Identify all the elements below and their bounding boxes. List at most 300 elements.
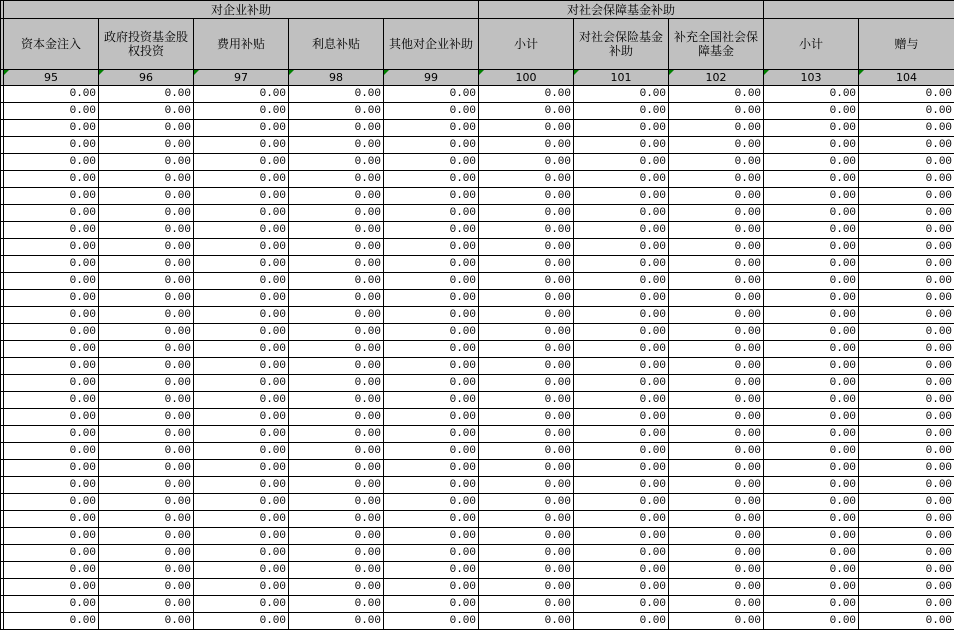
header-group-enterprise-subsidy[interactable]: 对企业补助 — [4, 1, 479, 19]
data-cell[interactable]: 0.00 — [194, 273, 289, 290]
data-cell[interactable]: 0.00 — [669, 511, 764, 528]
data-cell[interactable]: 0.00 — [384, 188, 479, 205]
data-cell[interactable]: 0.00 — [764, 613, 859, 630]
data-cell[interactable]: 0.00 — [859, 239, 954, 256]
data-cell[interactable]: 0.00 — [99, 545, 194, 562]
column-header[interactable]: 对社会保险基金补助 — [574, 19, 669, 70]
data-cell[interactable]: 0.00 — [859, 222, 954, 239]
data-cell[interactable]: 0.00 — [574, 460, 669, 477]
data-cell[interactable]: 0.00 — [4, 375, 99, 392]
data-cell[interactable]: 0.00 — [384, 426, 479, 443]
data-cell[interactable]: 0.00 — [289, 528, 384, 545]
data-cell[interactable]: 0.00 — [859, 528, 954, 545]
data-cell[interactable]: 0.00 — [574, 86, 669, 103]
column-code[interactable] — [384, 70, 479, 86]
data-cell[interactable]: 0.00 — [99, 579, 194, 596]
data-cell[interactable]: 0.00 — [764, 562, 859, 579]
column-code[interactable] — [669, 70, 764, 86]
data-cell[interactable]: 0.00 — [669, 239, 764, 256]
data-cell[interactable]: 0.00 — [289, 613, 384, 630]
data-cell[interactable]: 0.00 — [289, 375, 384, 392]
data-cell[interactable]: 0.00 — [384, 494, 479, 511]
data-cell[interactable]: 0.00 — [99, 392, 194, 409]
data-cell[interactable]: 0.00 — [574, 239, 669, 256]
data-cell[interactable]: 0.00 — [289, 103, 384, 120]
data-cell[interactable]: 0.00 — [574, 256, 669, 273]
data-cell[interactable]: 0.00 — [859, 290, 954, 307]
data-cell[interactable]: 0.00 — [764, 137, 859, 154]
data-cell[interactable]: 0.00 — [669, 443, 764, 460]
data-cell[interactable]: 0.00 — [384, 511, 479, 528]
data-cell[interactable]: 0.00 — [384, 528, 479, 545]
data-cell[interactable]: 0.00 — [384, 154, 479, 171]
data-cell[interactable]: 0.00 — [99, 103, 194, 120]
data-cell[interactable]: 0.00 — [669, 494, 764, 511]
data-cell[interactable]: 0.00 — [99, 426, 194, 443]
data-cell[interactable]: 0.00 — [99, 477, 194, 494]
data-cell[interactable]: 0.00 — [289, 154, 384, 171]
data-cell[interactable]: 0.00 — [194, 409, 289, 426]
data-cell[interactable]: 0.00 — [194, 596, 289, 613]
data-cell[interactable]: 0.00 — [574, 324, 669, 341]
data-cell[interactable]: 0.00 — [4, 188, 99, 205]
data-cell[interactable]: 0.00 — [574, 307, 669, 324]
data-cell[interactable]: 0.00 — [4, 596, 99, 613]
data-cell[interactable]: 0.00 — [574, 273, 669, 290]
data-cell[interactable]: 0.00 — [574, 409, 669, 426]
data-cell[interactable]: 0.00 — [384, 613, 479, 630]
data-cell[interactable]: 0.00 — [669, 409, 764, 426]
data-cell[interactable]: 0.00 — [669, 137, 764, 154]
data-cell[interactable]: 0.00 — [4, 545, 99, 562]
data-cell[interactable]: 0.00 — [384, 273, 479, 290]
data-cell[interactable]: 0.00 — [194, 239, 289, 256]
data-cell[interactable]: 0.00 — [194, 290, 289, 307]
data-cell[interactable]: 0.00 — [764, 477, 859, 494]
data-cell[interactable]: 0.00 — [574, 613, 669, 630]
data-cell[interactable]: 0.00 — [669, 256, 764, 273]
data-cell[interactable]: 0.00 — [479, 477, 574, 494]
data-cell[interactable]: 0.00 — [99, 613, 194, 630]
data-cell[interactable]: 0.00 — [479, 494, 574, 511]
data-cell[interactable]: 0.00 — [479, 273, 574, 290]
data-cell[interactable]: 0.00 — [99, 341, 194, 358]
data-cell[interactable]: 0.00 — [669, 86, 764, 103]
data-cell[interactable]: 0.00 — [99, 120, 194, 137]
data-cell[interactable]: 0.00 — [289, 188, 384, 205]
column-code[interactable] — [99, 70, 194, 86]
data-cell[interactable]: 0.00 — [859, 494, 954, 511]
data-cell[interactable]: 0.00 — [859, 307, 954, 324]
data-cell[interactable]: 0.00 — [479, 103, 574, 120]
data-cell[interactable]: 0.00 — [384, 341, 479, 358]
data-cell[interactable]: 0.00 — [764, 86, 859, 103]
data-cell[interactable]: 0.00 — [859, 613, 954, 630]
data-cell[interactable]: 0.00 — [764, 324, 859, 341]
data-cell[interactable]: 0.00 — [194, 392, 289, 409]
data-cell[interactable]: 0.00 — [384, 205, 479, 222]
data-cell[interactable]: 0.00 — [574, 426, 669, 443]
data-cell[interactable]: 0.00 — [764, 528, 859, 545]
data-cell[interactable]: 0.00 — [384, 443, 479, 460]
data-cell[interactable]: 0.00 — [194, 426, 289, 443]
data-cell[interactable]: 0.00 — [99, 188, 194, 205]
data-cell[interactable]: 0.00 — [479, 239, 574, 256]
data-cell[interactable]: 0.00 — [764, 256, 859, 273]
data-cell[interactable]: 0.00 — [194, 154, 289, 171]
data-cell[interactable]: 0.00 — [859, 426, 954, 443]
data-cell[interactable]: 0.00 — [574, 103, 669, 120]
data-cell[interactable]: 0.00 — [99, 86, 194, 103]
data-cell[interactable]: 0.00 — [574, 528, 669, 545]
data-cell[interactable]: 0.00 — [859, 358, 954, 375]
data-cell[interactable]: 0.00 — [574, 358, 669, 375]
data-cell[interactable]: 0.00 — [384, 460, 479, 477]
data-cell[interactable]: 0.00 — [574, 137, 669, 154]
data-cell[interactable]: 0.00 — [764, 511, 859, 528]
data-cell[interactable]: 0.00 — [384, 222, 479, 239]
data-cell[interactable]: 0.00 — [384, 545, 479, 562]
data-cell[interactable]: 0.00 — [574, 477, 669, 494]
data-cell[interactable]: 0.00 — [4, 120, 99, 137]
data-cell[interactable]: 0.00 — [384, 477, 479, 494]
data-cell[interactable]: 0.00 — [669, 477, 764, 494]
data-cell[interactable]: 0.00 — [99, 494, 194, 511]
data-cell[interactable]: 0.00 — [194, 613, 289, 630]
data-cell[interactable]: 0.00 — [4, 290, 99, 307]
data-cell[interactable]: 0.00 — [479, 222, 574, 239]
data-cell[interactable]: 0.00 — [194, 494, 289, 511]
data-cell[interactable]: 0.00 — [384, 375, 479, 392]
data-cell[interactable]: 0.00 — [289, 307, 384, 324]
data-cell[interactable]: 0.00 — [289, 477, 384, 494]
data-cell[interactable]: 0.00 — [669, 171, 764, 188]
data-cell[interactable]: 0.00 — [764, 392, 859, 409]
data-cell[interactable]: 0.00 — [4, 86, 99, 103]
column-code[interactable] — [764, 70, 859, 86]
data-cell[interactable]: 0.00 — [289, 443, 384, 460]
data-cell[interactable]: 0.00 — [479, 409, 574, 426]
data-cell[interactable]: 0.00 — [194, 545, 289, 562]
data-cell[interactable]: 0.00 — [859, 562, 954, 579]
data-cell[interactable]: 0.00 — [99, 409, 194, 426]
data-cell[interactable]: 0.00 — [99, 528, 194, 545]
data-cell[interactable]: 0.00 — [4, 460, 99, 477]
data-cell[interactable]: 0.00 — [289, 358, 384, 375]
data-cell[interactable]: 0.00 — [194, 120, 289, 137]
data-cell[interactable]: 0.00 — [669, 596, 764, 613]
data-cell[interactable]: 0.00 — [669, 528, 764, 545]
data-cell[interactable]: 0.00 — [859, 409, 954, 426]
data-cell[interactable]: 0.00 — [479, 171, 574, 188]
data-cell[interactable]: 0.00 — [4, 528, 99, 545]
data-cell[interactable]: 0.00 — [764, 120, 859, 137]
column-header[interactable]: 费用补贴 — [194, 19, 289, 70]
data-cell[interactable]: 0.00 — [4, 103, 99, 120]
data-cell[interactable]: 0.00 — [479, 375, 574, 392]
data-cell[interactable]: 0.00 — [479, 460, 574, 477]
data-cell[interactable]: 0.00 — [4, 443, 99, 460]
data-cell[interactable]: 0.00 — [764, 579, 859, 596]
data-cell[interactable]: 0.00 — [194, 528, 289, 545]
data-cell[interactable]: 0.00 — [764, 409, 859, 426]
data-cell[interactable]: 0.00 — [669, 375, 764, 392]
data-cell[interactable]: 0.00 — [764, 273, 859, 290]
data-cell[interactable]: 0.00 — [384, 596, 479, 613]
data-cell[interactable]: 0.00 — [574, 579, 669, 596]
data-cell[interactable]: 0.00 — [384, 579, 479, 596]
data-cell[interactable]: 0.00 — [479, 511, 574, 528]
column-code[interactable] — [574, 70, 669, 86]
data-cell[interactable]: 0.00 — [479, 188, 574, 205]
data-cell[interactable]: 0.00 — [669, 579, 764, 596]
data-cell[interactable]: 0.00 — [574, 341, 669, 358]
data-cell[interactable]: 0.00 — [384, 358, 479, 375]
data-cell[interactable]: 0.00 — [479, 358, 574, 375]
data-cell[interactable]: 0.00 — [574, 171, 669, 188]
data-cell[interactable]: 0.00 — [99, 171, 194, 188]
data-cell[interactable]: 0.00 — [99, 290, 194, 307]
data-cell[interactable]: 0.00 — [99, 375, 194, 392]
data-cell[interactable]: 0.00 — [194, 205, 289, 222]
data-cell[interactable]: 0.00 — [384, 239, 479, 256]
data-cell[interactable]: 0.00 — [194, 222, 289, 239]
data-cell[interactable]: 0.00 — [384, 409, 479, 426]
column-code[interactable] — [194, 70, 289, 86]
data-cell[interactable]: 0.00 — [4, 205, 99, 222]
data-cell[interactable]: 0.00 — [4, 511, 99, 528]
data-cell[interactable]: 0.00 — [859, 273, 954, 290]
data-cell[interactable]: 0.00 — [4, 239, 99, 256]
data-cell[interactable]: 0.00 — [574, 154, 669, 171]
data-cell[interactable]: 0.00 — [194, 460, 289, 477]
data-cell[interactable]: 0.00 — [859, 392, 954, 409]
data-cell[interactable]: 0.00 — [289, 239, 384, 256]
column-header[interactable]: 利息补贴 — [289, 19, 384, 70]
data-cell[interactable]: 0.00 — [859, 188, 954, 205]
data-cell[interactable]: 0.00 — [669, 460, 764, 477]
data-cell[interactable]: 0.00 — [384, 324, 479, 341]
data-cell[interactable]: 0.00 — [574, 290, 669, 307]
data-cell[interactable]: 0.00 — [669, 307, 764, 324]
data-cell[interactable]: 0.00 — [479, 137, 574, 154]
data-cell[interactable]: 0.00 — [669, 426, 764, 443]
data-cell[interactable]: 0.00 — [4, 154, 99, 171]
data-cell[interactable]: 0.00 — [859, 545, 954, 562]
data-cell[interactable]: 0.00 — [859, 86, 954, 103]
column-header[interactable]: 其他对企业补助 — [384, 19, 479, 70]
data-cell[interactable]: 0.00 — [669, 613, 764, 630]
data-cell[interactable]: 0.00 — [574, 494, 669, 511]
data-cell[interactable]: 0.00 — [764, 426, 859, 443]
data-cell[interactable]: 0.00 — [384, 392, 479, 409]
data-cell[interactable]: 0.00 — [289, 222, 384, 239]
data-cell[interactable]: 0.00 — [574, 205, 669, 222]
data-cell[interactable]: 0.00 — [4, 477, 99, 494]
data-cell[interactable]: 0.00 — [289, 562, 384, 579]
column-header[interactable]: 小计 — [479, 19, 574, 70]
column-header[interactable]: 补充全国社会保障基金 — [669, 19, 764, 70]
data-cell[interactable]: 0.00 — [99, 205, 194, 222]
data-cell[interactable]: 0.00 — [99, 511, 194, 528]
data-cell[interactable]: 0.00 — [859, 256, 954, 273]
data-cell[interactable]: 0.00 — [99, 443, 194, 460]
data-cell[interactable]: 0.00 — [479, 256, 574, 273]
data-cell[interactable]: 0.00 — [4, 171, 99, 188]
data-cell[interactable]: 0.00 — [669, 222, 764, 239]
column-header[interactable]: 小计 — [764, 19, 859, 70]
data-cell[interactable]: 0.00 — [764, 494, 859, 511]
data-cell[interactable]: 0.00 — [194, 562, 289, 579]
data-cell[interactable]: 0.00 — [384, 103, 479, 120]
column-code[interactable] — [859, 70, 954, 86]
data-cell[interactable]: 0.00 — [764, 103, 859, 120]
data-cell[interactable]: 0.00 — [384, 256, 479, 273]
data-cell[interactable]: 0.00 — [574, 562, 669, 579]
data-cell[interactable]: 0.00 — [289, 256, 384, 273]
data-cell[interactable]: 0.00 — [859, 137, 954, 154]
column-header[interactable]: 政府投资基金股权投资 — [99, 19, 194, 70]
data-cell[interactable]: 0.00 — [669, 324, 764, 341]
data-cell[interactable]: 0.00 — [4, 137, 99, 154]
data-cell[interactable]: 0.00 — [764, 239, 859, 256]
data-cell[interactable]: 0.00 — [574, 120, 669, 137]
data-cell[interactable]: 0.00 — [859, 171, 954, 188]
data-cell[interactable]: 0.00 — [289, 409, 384, 426]
data-cell[interactable]: 0.00 — [4, 392, 99, 409]
header-group-blank[interactable] — [764, 1, 954, 19]
data-cell[interactable]: 0.00 — [764, 341, 859, 358]
data-cell[interactable]: 0.00 — [289, 579, 384, 596]
data-cell[interactable]: 0.00 — [859, 341, 954, 358]
data-cell[interactable]: 0.00 — [479, 545, 574, 562]
data-cell[interactable]: 0.00 — [99, 324, 194, 341]
data-cell[interactable]: 0.00 — [859, 103, 954, 120]
data-cell[interactable]: 0.00 — [859, 596, 954, 613]
data-cell[interactable]: 0.00 — [99, 154, 194, 171]
data-cell[interactable]: 0.00 — [479, 205, 574, 222]
data-cell[interactable]: 0.00 — [669, 392, 764, 409]
data-cell[interactable]: 0.00 — [574, 188, 669, 205]
data-cell[interactable]: 0.00 — [194, 324, 289, 341]
data-cell[interactable]: 0.00 — [289, 596, 384, 613]
data-cell[interactable]: 0.00 — [764, 358, 859, 375]
data-cell[interactable]: 0.00 — [194, 188, 289, 205]
data-cell[interactable]: 0.00 — [4, 222, 99, 239]
data-cell[interactable]: 0.00 — [99, 273, 194, 290]
data-cell[interactable]: 0.00 — [479, 307, 574, 324]
data-cell[interactable]: 0.00 — [764, 205, 859, 222]
data-cell[interactable]: 0.00 — [574, 545, 669, 562]
data-cell[interactable]: 0.00 — [479, 86, 574, 103]
data-cell[interactable]: 0.00 — [764, 307, 859, 324]
data-cell[interactable]: 0.00 — [289, 171, 384, 188]
data-cell[interactable]: 0.00 — [99, 239, 194, 256]
column-code[interactable] — [4, 70, 99, 86]
data-cell[interactable]: 0.00 — [99, 137, 194, 154]
data-cell[interactable]: 0.00 — [479, 562, 574, 579]
data-cell[interactable]: 0.00 — [859, 324, 954, 341]
data-cell[interactable]: 0.00 — [479, 596, 574, 613]
data-cell[interactable]: 0.00 — [574, 596, 669, 613]
data-cell[interactable]: 0.00 — [99, 596, 194, 613]
data-cell[interactable]: 0.00 — [4, 341, 99, 358]
data-cell[interactable]: 0.00 — [479, 392, 574, 409]
data-cell[interactable]: 0.00 — [289, 460, 384, 477]
data-cell[interactable]: 0.00 — [479, 443, 574, 460]
data-cell[interactable]: 0.00 — [669, 188, 764, 205]
data-cell[interactable]: 0.00 — [289, 392, 384, 409]
data-cell[interactable]: 0.00 — [574, 375, 669, 392]
data-cell[interactable]: 0.00 — [289, 120, 384, 137]
data-cell[interactable]: 0.00 — [764, 188, 859, 205]
data-cell[interactable]: 0.00 — [479, 324, 574, 341]
data-cell[interactable]: 0.00 — [859, 443, 954, 460]
data-cell[interactable]: 0.00 — [194, 103, 289, 120]
data-cell[interactable]: 0.00 — [859, 579, 954, 596]
data-cell[interactable]: 0.00 — [669, 341, 764, 358]
header-group-social-security-fund-subsidy[interactable]: 对社会保障基金补助 — [479, 1, 764, 19]
data-cell[interactable]: 0.00 — [289, 426, 384, 443]
data-cell[interactable]: 0.00 — [859, 154, 954, 171]
data-cell[interactable]: 0.00 — [669, 545, 764, 562]
data-cell[interactable]: 0.00 — [764, 460, 859, 477]
data-cell[interactable]: 0.00 — [479, 341, 574, 358]
column-header[interactable]: 资本金注入 — [4, 19, 99, 70]
data-cell[interactable]: 0.00 — [669, 154, 764, 171]
data-cell[interactable]: 0.00 — [99, 358, 194, 375]
data-cell[interactable]: 0.00 — [764, 171, 859, 188]
data-cell[interactable]: 0.00 — [289, 290, 384, 307]
data-cell[interactable]: 0.00 — [4, 409, 99, 426]
data-cell[interactable]: 0.00 — [194, 443, 289, 460]
data-cell[interactable]: 0.00 — [289, 137, 384, 154]
data-cell[interactable]: 0.00 — [4, 273, 99, 290]
data-cell[interactable]: 0.00 — [4, 494, 99, 511]
data-cell[interactable]: 0.00 — [859, 460, 954, 477]
data-cell[interactable]: 0.00 — [669, 290, 764, 307]
data-cell[interactable]: 0.00 — [289, 511, 384, 528]
data-cell[interactable]: 0.00 — [289, 494, 384, 511]
data-cell[interactable]: 0.00 — [574, 222, 669, 239]
data-cell[interactable]: 0.00 — [384, 120, 479, 137]
column-code[interactable] — [289, 70, 384, 86]
data-cell[interactable]: 0.00 — [99, 222, 194, 239]
data-cell[interactable]: 0.00 — [99, 307, 194, 324]
data-cell[interactable]: 0.00 — [194, 171, 289, 188]
data-cell[interactable]: 0.00 — [4, 324, 99, 341]
data-cell[interactable]: 0.00 — [479, 154, 574, 171]
data-cell[interactable]: 0.00 — [669, 358, 764, 375]
data-cell[interactable]: 0.00 — [764, 154, 859, 171]
data-cell[interactable]: 0.00 — [764, 596, 859, 613]
data-cell[interactable]: 0.00 — [669, 273, 764, 290]
data-cell[interactable]: 0.00 — [4, 256, 99, 273]
data-cell[interactable]: 0.00 — [289, 341, 384, 358]
data-cell[interactable]: 0.00 — [289, 205, 384, 222]
data-cell[interactable]: 0.00 — [384, 171, 479, 188]
data-cell[interactable]: 0.00 — [859, 375, 954, 392]
data-cell[interactable]: 0.00 — [479, 426, 574, 443]
data-cell[interactable]: 0.00 — [289, 545, 384, 562]
data-cell[interactable]: 0.00 — [384, 290, 479, 307]
data-cell[interactable]: 0.00 — [574, 392, 669, 409]
data-cell[interactable]: 0.00 — [384, 137, 479, 154]
data-cell[interactable]: 0.00 — [4, 358, 99, 375]
data-cell[interactable]: 0.00 — [4, 307, 99, 324]
data-cell[interactable]: 0.00 — [859, 511, 954, 528]
data-cell[interactable]: 0.00 — [479, 528, 574, 545]
